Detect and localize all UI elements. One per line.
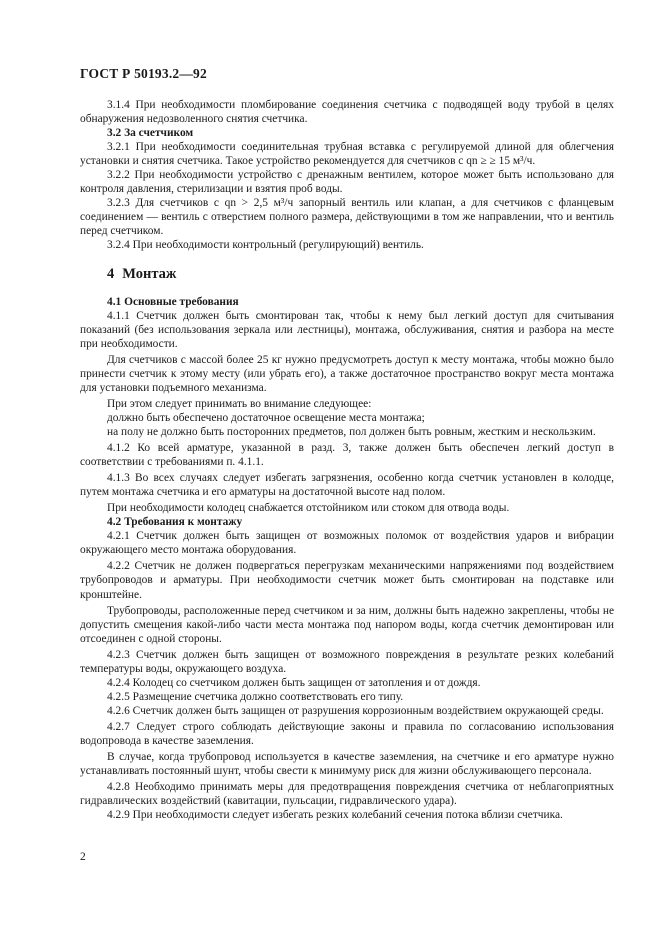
- section-number: 4: [107, 265, 115, 282]
- subheading-3-2: 3.2 За счетчиком: [107, 127, 194, 140]
- paragraph-3-1-4: 3.1.4 При необходимости пломбирование соединения счетчика с подводящей воду трубой в целях обнаружения недозволенного снятия счетчика.: [80, 99, 614, 126]
- paragraph-4-2-7-shunt: В случае, когда трубопровод используется в качестве заземления, на счетчике и его арматуре нужно устанавливать постоянный шунт, чтобы свести к минимуму риск для жизни обслуживающего персонала.: [80, 751, 614, 778]
- paragraph-4-2-8: 4.2.8 Необходимо принимать меры для предотвращения повреждения счетчика от неблагоприятных гидравлических воздействий (кавитации, пульсации, гидравлического удара).: [80, 781, 614, 808]
- paragraph-4-2-9: 4.2.9 При необходимости следует избегать резких колебаний сечения потока вблизи счетчика.: [107, 809, 563, 822]
- paragraph-4-2-3: 4.2.3 Счетчик должен быть защищен от возможного повреждения в результате резких колебаний температуры воды, окружающего воздуха.: [80, 648, 614, 675]
- paragraph-4-2-6: 4.2.6 Счетчик должен быть защищен от разрушения коррозионным воздействием окружающей среды.: [107, 704, 604, 717]
- paragraph-4-1-1-light: должно быть обеспечено достаточное освещение места монтажа;: [107, 411, 425, 424]
- document-body: [80, 98, 614, 822]
- paragraph-4-1-3: 4.1.3 Во всех случаях следует избегать загрязнения, особенно когда счетчик установлен в колодце, путем монтажа счетчика и его арматуры на достаточной высоте над полом.: [80, 472, 614, 499]
- paragraph-4-2-4: 4.2.4 Колодец со счетчиком должен быть защищен от затопления и от дождя.: [107, 676, 481, 689]
- paragraph-3-2-2: 3.2.2 При необходимости устройство с дренажным вентилем, которое может быть использовано для контроля давления, стерилизации и взятия проб воды.: [80, 169, 614, 196]
- paragraph-4-1-1: 4.1.1 Счетчик должен быть смонтирован так, чтобы к нему был легкий доступ для считывания показаний (без использования зеркала или лестницы), монтажа, обслуживания, снятия и разбора на месте при необходимости.: [80, 309, 614, 350]
- section-heading-4: [107, 267, 614, 281]
- document-header: ГОСТ Р 50193.2—92: [80, 66, 207, 81]
- paragraph-3-2-3: 3.2.3 Для счетчиков с qn > 2,5 м³/ч запорный вентиль или клапан, а для счетчиков с фланцевым соединением — вентиль с отверстием полного размера, действующими в том же направлении, что и вентиль перед счетчиком.: [80, 197, 614, 238]
- paragraph-4-1-1-note: При этом следует принимать во внимание следующее:: [107, 397, 372, 410]
- paragraph-4-2-1: 4.2.1 Счетчик должен быть защищен от возможных поломок от воздействия ударов и вибрации окружающего место монтажа оборудования.: [80, 530, 614, 557]
- paragraph-4-1-2: 4.1.2 Ко всей арматуре, указанной в разд. 3, также должен быть обеспечен легкий доступ в соответствии с требованиями п. 4.1.1.: [80, 442, 614, 469]
- paragraph-3-2-4: 3.2.4 При необходимости контрольный (регулирующий) вентиль.: [107, 239, 424, 252]
- paragraph-4-1-3-well: При необходимости колодец снабжается отстойником или стоком для отвода воды.: [107, 502, 510, 515]
- page-number: 2: [80, 851, 86, 863]
- section-title: Монтаж: [122, 265, 177, 282]
- subheading-4-2: 4.2 Требования к монтажу: [107, 516, 243, 529]
- paragraph-4-2-5: 4.2.5 Размещение счетчика должно соответствовать его типу.: [107, 690, 404, 703]
- subheading-4-1: 4.1 Основные требования: [107, 295, 239, 308]
- paragraph-4-2-2-pipes: Трубопроводы, расположенные перед счетчиком и за ним, должны быть надежно закреплены, чтобы не допустить смещения какой-либо части места монтажа под напором воды, когда счетчик демонтирован или отсоединен с одной стороны.: [80, 604, 614, 645]
- paragraph-4-1-1-floor: на полу не должно быть посторонних предметов, пол должен быть ровным, жестким и нескользким.: [107, 425, 596, 438]
- paragraph-4-2-7: 4.2.7 Следует строго соблюдать действующие законы и правила по согласованию использования водопровода в качестве заземления.: [80, 720, 614, 747]
- paragraph-3-2-1: 3.2.1 При необходимости соединительная трубная вставка с регулируемой длиной для облегчения установки и снятия счетчика. Такое устройство рекомендуется для счетчиков с qn ≥ ≥ 15 м³/ч.: [80, 141, 614, 168]
- paragraph-4-1-1-mass: Для счетчиков с массой более 25 кг нужно предусмотреть доступ к месту монтажа, чтобы можно было принести счетчик к этому месту (или убрать его), а также достаточное пространство вокруг места монтажа для установки подъемного механизма.: [80, 353, 614, 394]
- paragraph-4-2-2: 4.2.2 Счетчик не должен подвергаться перегрузкам механическими напряжениями под воздействием трубопроводов и арматуры. При необходимости счетчик может быть смонтирован на подставке или кронштейне.: [80, 560, 614, 601]
